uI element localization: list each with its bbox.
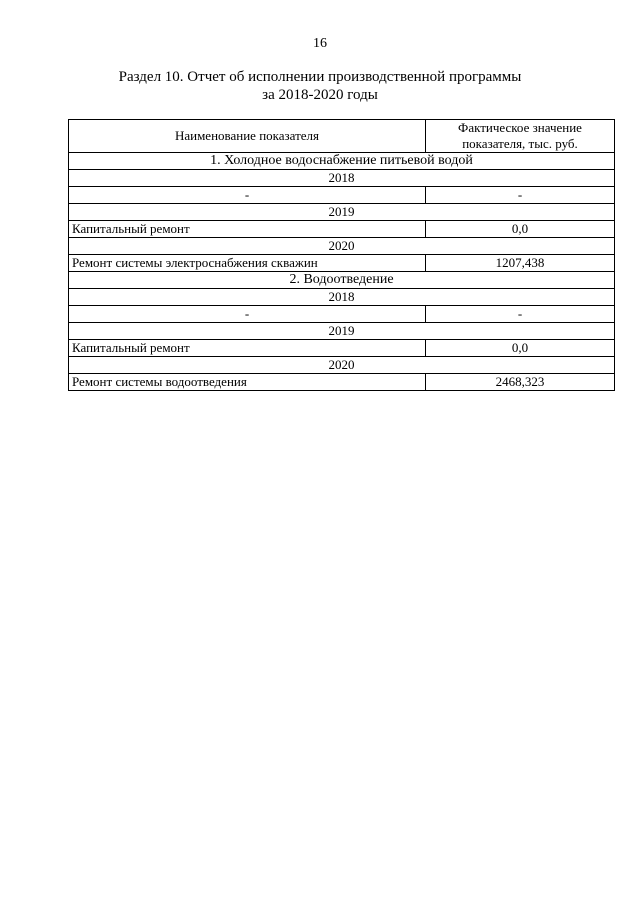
year-row [69,357,615,374]
row-value: - [426,306,615,323]
year-row [69,323,615,340]
year-row [69,170,615,187]
year-label: 2020 [69,357,615,374]
row-name: Капитальный ремонт [69,340,426,357]
report-title [0,68,640,104]
year-label: 2018 [69,170,615,187]
title-line-2: за 2018-2020 годы [262,87,378,103]
row-value: 0,0 [426,340,615,357]
table-row [69,374,615,391]
row-name: - [69,187,426,204]
year-label: 2019 [69,204,615,221]
row-name: - [69,306,426,323]
year-label: 2018 [69,289,615,306]
row-name: Капитальный ремонт [69,221,426,238]
row-name: Ремонт системы водоотведения [69,374,426,391]
year-row [69,289,615,306]
header-name: Наименование показателя [69,120,426,153]
report-table [68,119,615,391]
section-title: 1. Холодное водоснабжение питьевой водой [69,153,615,170]
year-label: 2020 [69,238,615,255]
row-value: 0,0 [426,221,615,238]
section-title: 2. Водоотведение [69,272,615,289]
table-row [69,187,615,204]
page-number: 16 [313,36,327,51]
row-name: Ремонт системы электроснабжения скважин [69,255,426,272]
row-value: 2468,323 [426,374,615,391]
table-header-row [69,120,615,153]
year-label: 2019 [69,323,615,340]
header-value-line-1: Фактическое значение [458,120,582,135]
title-line-1: Раздел 10. Отчет об исполнении производственной программы [118,69,522,85]
table-row [69,340,615,357]
row-value: 1207,438 [426,255,615,272]
table-row [69,221,615,238]
table-row [69,255,615,272]
year-row [69,238,615,255]
header-value-line-2: показателя, тыс. руб. [462,136,578,151]
row-value: - [426,187,615,204]
header-value [426,120,615,153]
year-row [69,204,615,221]
section-row [69,272,615,289]
table-row [69,306,615,323]
section-row [69,153,615,170]
